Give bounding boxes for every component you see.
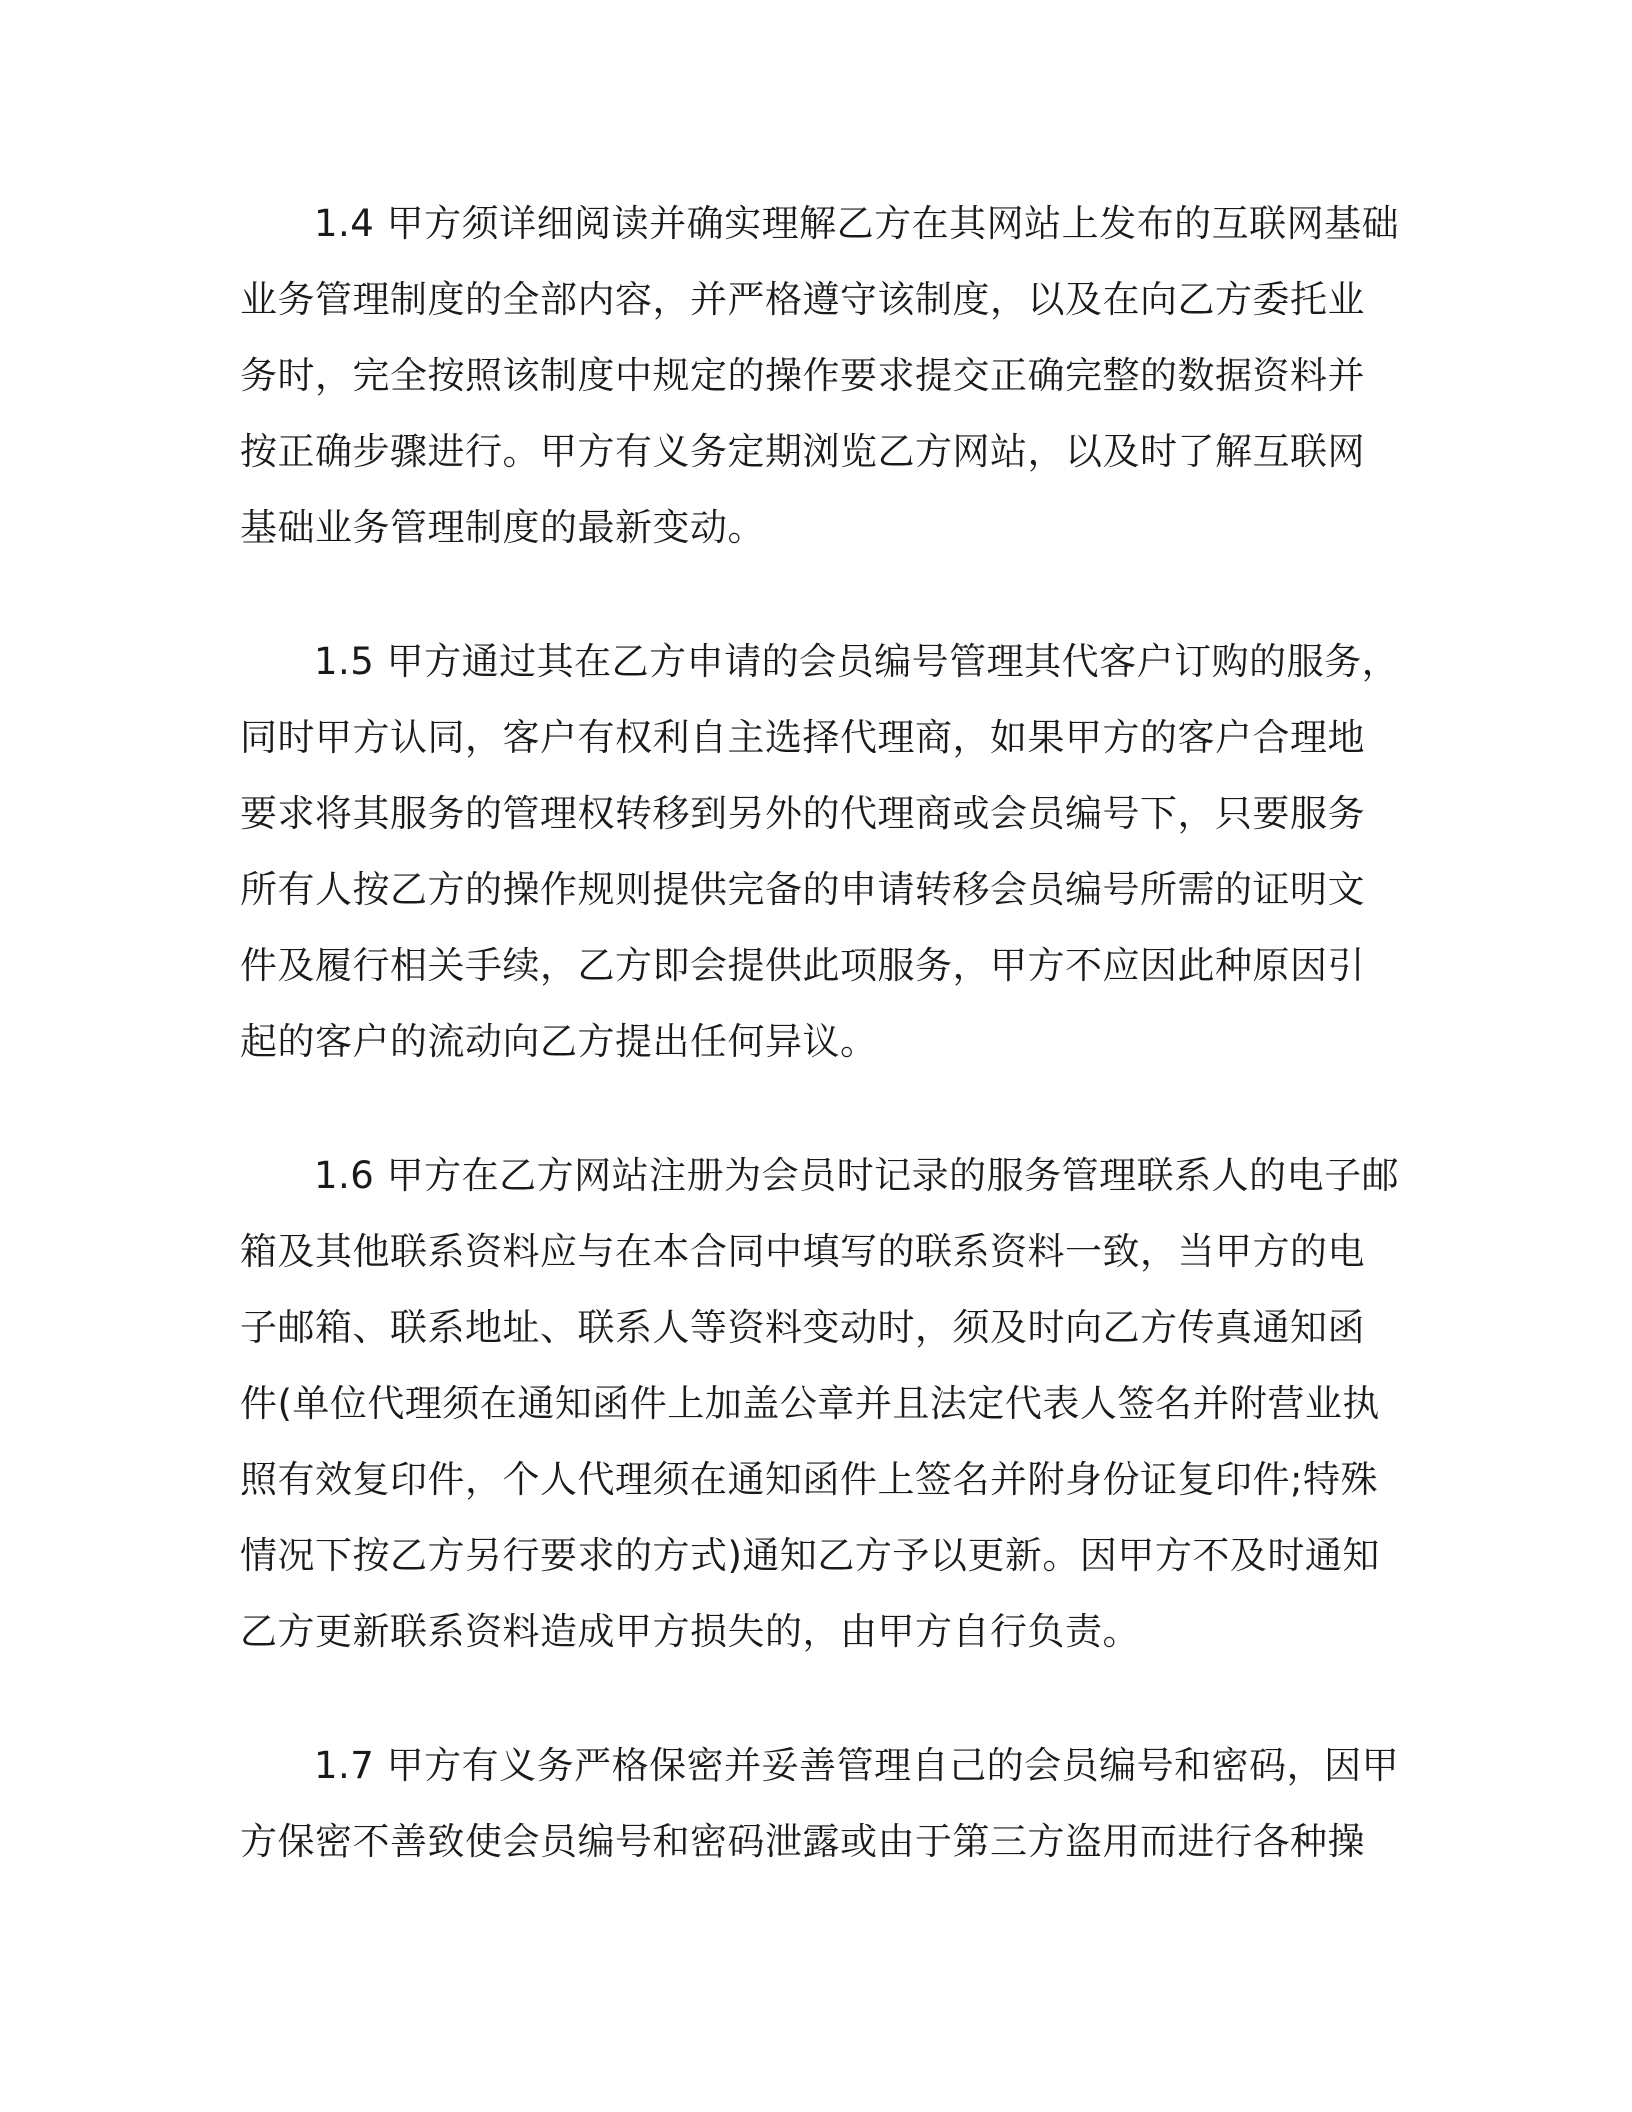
- clause-1-5: [240, 624, 1400, 1080]
- clause-1-7: [240, 1728, 1400, 1880]
- paragraph-line: 情况下按乙方另行要求的方式)通知乙方予以更新。因甲方不及时通知: [240, 1534, 1380, 1577]
- paragraph-line: 乙方更新联系资料造成甲方损失的，由甲方自行负责。: [240, 1610, 1140, 1653]
- paragraph-line: 1.5 甲方通过其在乙方申请的会员编号管理其代客户订购的服务，: [314, 640, 1400, 683]
- clause-1-4: [240, 186, 1400, 566]
- paragraph-line: 子邮箱、联系地址、联系人等资料变动时，须及时向乙方传真通知函: [240, 1306, 1365, 1349]
- paragraph-line: 方保密不善致使会员编号和密码泄露或由于第三方盗用而进行各种操: [240, 1820, 1365, 1863]
- paragraph-line: 1.4 甲方须详细阅读并确实理解乙方在其网站上发布的互联网基础: [314, 202, 1400, 245]
- paragraph-line: 所有人按乙方的操作规则提供完备的申请转移会员编号所需的证明文: [240, 868, 1365, 911]
- paragraph-line: 箱及其他联系资料应与在本合同中填写的联系资料一致，当甲方的电: [240, 1230, 1365, 1273]
- paragraph-line: 按正确步骤进行。甲方有义务定期浏览乙方网站，以及时了解互联网: [240, 430, 1365, 473]
- paragraph-line: 照有效复印件，个人代理须在通知函件上签名并附身份证复印件;特殊: [240, 1458, 1378, 1501]
- paragraph-line: 务时，完全按照该制度中规定的操作要求提交正确完整的数据资料并: [240, 354, 1365, 397]
- paragraph-line: 基础业务管理制度的最新变动。: [240, 506, 765, 549]
- document-body: [240, 186, 1400, 1938]
- paragraph-line: 业务管理制度的全部内容，并严格遵守该制度，以及在向乙方委托业: [240, 278, 1365, 321]
- paragraph-line: 要求将其服务的管理权转移到另外的代理商或会员编号下，只要服务: [240, 792, 1365, 835]
- paragraph-line: 1.7 甲方有义务严格保密并妥善管理自己的会员编号和密码，因甲: [314, 1744, 1400, 1787]
- paragraph-line: 件及履行相关手续，乙方即会提供此项服务，甲方不应因此种原因引: [240, 944, 1365, 987]
- paragraph-line: 1.6 甲方在乙方网站注册为会员时记录的服务管理联系人的电子邮: [314, 1154, 1400, 1197]
- paragraph-line: 同时甲方认同，客户有权利自主选择代理商，如果甲方的客户合理地: [240, 716, 1365, 759]
- paragraph-line: 件(单位代理须在通知函件上加盖公章并且法定代表人签名并附营业执: [240, 1382, 1380, 1425]
- clause-1-6: [240, 1138, 1400, 1670]
- paragraph-line: 起的客户的流动向乙方提出任何异议。: [240, 1020, 878, 1063]
